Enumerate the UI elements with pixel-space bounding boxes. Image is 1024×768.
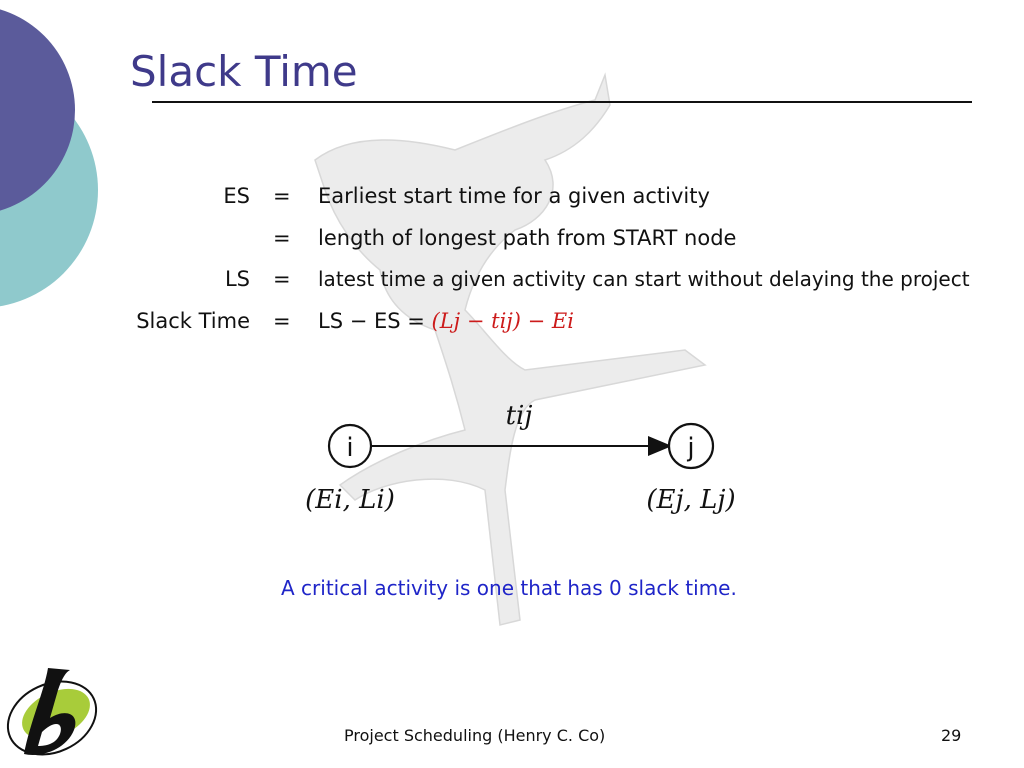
definition-term: LS [224, 267, 250, 291]
slack-expression: LS − ES = [318, 309, 432, 333]
slide-title: Slack Time [130, 47, 358, 96]
node-i-times-label: (Ei, Li) [305, 485, 395, 515]
equals-sign: = [273, 226, 291, 250]
slack-formula: (Lj − tij) − Ei [431, 309, 574, 333]
node-i-label: i [346, 433, 354, 463]
publisher-logo [0, 662, 102, 768]
equals-sign: = [273, 309, 291, 333]
definition-term: ES [223, 184, 250, 208]
node-j-times-label: (Ej, Lj) [646, 485, 736, 515]
equals-sign: = [273, 267, 291, 291]
definition-term: Slack Time [136, 309, 250, 333]
edge-duration-label: tij [505, 401, 533, 431]
node-j-label: j [687, 433, 695, 463]
footer-title: Project Scheduling (Henry C. Co) [344, 726, 606, 745]
definition-text: length of longest path from START node [318, 226, 737, 250]
critical-activity-note: A critical activity is one that has 0 slack time. [281, 576, 737, 600]
page-number: 29 [941, 726, 962, 745]
definition-text: Earliest start time for a given activity [318, 184, 710, 208]
definition-text: latest time a given activity can start without delaying the project [318, 267, 970, 291]
equals-sign: = [273, 184, 291, 208]
